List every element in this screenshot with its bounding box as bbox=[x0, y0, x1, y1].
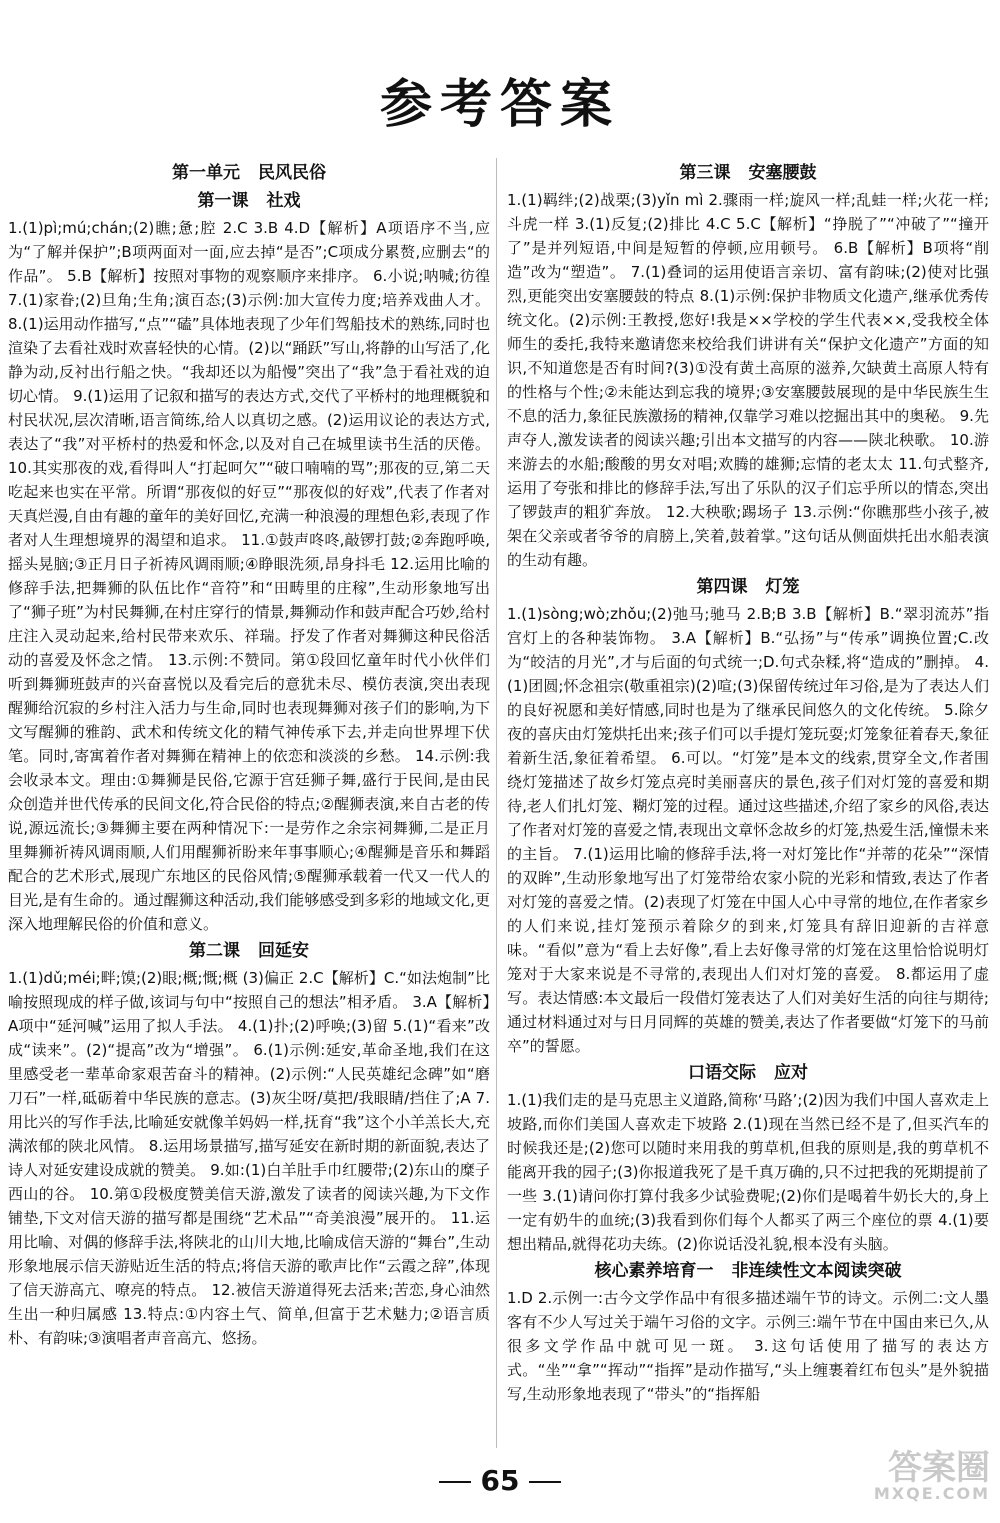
lesson1-answers: 1.(1)pì;mú;chán;(2)瞧;惫;腔 2.C 3.B 4.D【解析】A项语序不当,应为“了解并保护”;B项两面对一面,应去掉“是否”;C项成分累赘,应删去“的作品”。 5.B【解析】按照对事物的观察顺序来排序。 6.小说;呐喊;彷徨 7.(1)家眷;(2)旦角;生角;演百态;(3)示例:加大宣传力度;培养戏曲人才。 8.(1)运用动作描写,“点”“磕”具体地表现了少年们驾船技术的熟练,同时也渲染了去看社戏时欢喜轻快的心情。(2)以“踊跃”写山,将静的山写活了,化静为动,反衬出行船之快。“我却还以为船慢”突出了“我”急于看社戏的迫切心情。 9.(1)运用了记叙和描写的表达方式,交代了平桥村的地理概貌和村民状况,层次清晰,语言简练,给人以真切之感。(2)运用议论的表达方式,表达了“我”对平桥村的热爱和怀念,以及对自己在城里读书生活的厌倦。 10.其实那夜的戏,看得叫人“打起呵欠”“破口喃喃的骂”;那夜的豆,第二天吃起来也实在平常。所谓“那夜似的好豆”“那夜似的好戏”,代表了作者对天真烂漫,自由有趣的童年的美好回忆,充满一种浪漫的理想色彩,表现了作者对人生理想境界的渴望和追求。 11.①鼓声咚咚,敲锣打鼓;②奔跑呼唤,摇头晃脑;③正月日子祈祷风调雨顺;④睁眼洗须,昂身抖毛 12.运用比喻的修辞手法,把舞狮的队伍比作“音符”和“田畴里的庄稼”,生动形象地写出了“狮子班”为村民舞狮,在村庄穿行的情景,舞狮动作和鼓声配合巧妙,给村庄注入灵动起来,给村民带来欢乐、祥瑞。抒发了作者对舞狮这种民俗活动的喜爱及怀念之情。 13.示例:不赞同。第①段回忆童年时代小伙伴们听到舞狮班鼓声的兴奋喜悦以及看完后的意犹未尽、模仿表演,突出表现醒狮给沉寂的乡村注入活力与生命,同时也表现舞狮对孩子们的影响,为下文写醒狮的雅韵、武术和传统文化的精气神传承下去,并走向世界埋下伏笔。同时,寄寓着作者对舞狮在精神上的依恋和淡淡的乡愁。 14.示例:我会收录本文。理由:①舞狮是民俗,它源于宫廷狮子舞,盛行于民间,是由民众创造并世代传承的民间文化,符合民俗的特点;②醒狮表演,来自古老的传说,源远流长;③舞狮主要在两种情况下:一是劳作之余宗祠舞狮,二是正月里舞狮祈祷风调雨顺,人们用醒狮祈盼来年事事顺心;④醒狮是音乐和舞蹈配合的艺术形式,展现广东地区的民俗风情;⑤醒狮承载着一代又一代人的目光,是有生命的。通过醒狮这种活动,我们能够感受到多彩的地域文化,更深入地理解民俗的价值和意义。 bbox=[8, 219, 490, 933]
watermark-main: 答案圈 bbox=[888, 1448, 990, 1488]
page-title: 参考答案 bbox=[379, 75, 620, 135]
right-column bbox=[507, 158, 989, 1406]
dash-left bbox=[439, 1481, 471, 1483]
watermark-logo bbox=[790, 1448, 990, 1511]
unit-title: 民风民俗 bbox=[257, 163, 326, 183]
core-title: 非连续性文本阅读突破 bbox=[731, 1261, 902, 1281]
lesson3-title: 安塞腰鼓 bbox=[748, 163, 817, 183]
lesson2-title: 回延安 bbox=[257, 941, 309, 961]
lesson3-heading bbox=[507, 160, 989, 186]
unit-label: 第一单元 bbox=[172, 163, 241, 183]
lesson3-answers: 1.(1)羁绊;(2)战栗;(3)yǐn mì 2.骤雨一样;旋风一样;乱蛙一样;火花一样;斗虎一样 3.(1)反复;(2)排比 4.C 5.C【解析】“挣脱了”“冲破了”“撞开了”是并列短语,中间是短暂的停顿,应用顿号。 6.B【解析】B项将“削造”改为“塑造”。 7.(1)叠词的运用使语言亲切、富有韵味;(2)使对比强烈,更能突出安塞腰鼓的特点 8.(1)示例:保护非物质文化遗产,继承优秀传统文化。(2)示例:王教授,您好!我是××学校的学生代表××,受我校全体师生的委托,我特来邀请您来校给我们讲讲有关“保护文化遗产”方面的知识,不知道您是否有时间?(3)①没有黄土高原的滋养,欠缺黄土高原人特有的性格与个性;②未能达到忘我的境界;③安塞腰鼓展现的是中华民族生生不息的活力,象征民族激扬的精神,仅靠学习难以挖掘出其中的奥秘。 9.先声夺人,激发读者的阅读兴趣;引出本文描写的内容——陕北秧歌。 10.游来游去的水船;酸酸的男女对唱;欢腾的雄狮;忘情的老太太 11.句式整齐,运用了夸张和排比的修辞手法,写出了乐队的汉子们忘乎所以的情态,突出了锣鼓声的粗犷奔放。 12.大秧歌;踢场子 13.示例:“你瞧那些小孩子,被架在父亲或者爷爷的肩膀上,笑着,鼓着掌。”这句话从侧面烘托出水船表演的生动有趣。 bbox=[507, 191, 989, 569]
core-answers: 1.D 2.示例一:古今文学作品中有很多描述端午节的诗文。示例二:文人墨客有不少人写过关于端午习俗的文字。示例三:端午节在中国由来已久,从很多文学作品中就可见一斑。 3.这句话使用了描写的表达方式。“坐”“拿”“挥动”“指挥”是动作描写,“头上缠裹着红布包头”是外貌描写,生动形象地表现了“带头”的“指挥船 bbox=[507, 1289, 989, 1403]
lesson2-label: 第二课 bbox=[189, 941, 241, 961]
left-column bbox=[8, 158, 490, 1350]
lesson1-heading bbox=[8, 188, 490, 214]
core-label: 核心素养培育一 bbox=[594, 1261, 714, 1281]
lesson1-label: 第一课 bbox=[197, 191, 249, 211]
lesson4-label: 第四课 bbox=[696, 577, 748, 597]
watermark-sub: MXQE.COM bbox=[873, 1484, 990, 1503]
column-divider bbox=[496, 158, 497, 1448]
oral-title: 应对 bbox=[773, 1063, 808, 1083]
lesson4-answers: 1.(1)sòng;wò;zhǒu;(2)弛马;驰马 2.B;B 3.B【解析】B.“翠羽流苏”指宫灯上的各种装饰物。 3.A【解析】B.“弘扬”与“传承”调换位置;C.改为“皎洁的月光”,才与后面的句式统一;D.句式杂糅,将“造成的”删掉。 4.(1)团圆;怀念祖宗(敬重祖宗)(2)喧;(3)保留传统过年习俗,是为了表达人们的良好祝愿和美好情感,同时也是为了继承民间悠久的文化传统。 5.除夕夜的喜庆由灯笼烘托出来;孩子们可以手提灯笼玩耍;灯笼象征着春天,象征着新生活,象征着希望。 6.可以。“灯笼”是本文的线索,贯穿全文,作者围绕灯笼描述了故乡灯笼点亮时美丽喜庆的景色,孩子们对灯笼的喜爱和期待,老人们扎灯笼、糊灯笼的过程。通过这些描述,介绍了家乡的风俗,表达了作者对灯笼的喜爱之情,表现出文章怀念故乡的灯笼,热爱生活,憧憬未来的主旨。 7.(1)运用比喻的修辞手法,将一对灯笼比作“并蒂的花朵”“深情的双眸”,生动形象地写出了灯笼带给农家小院的光彩和情致,表达了作者对灯笼的喜爱之情。(2)表现了灯笼在中国人心中寻常的地位,在作者家乡的人们来说,挂灯笼预示着除夕的到来,灯笼具有辞旧迎新的吉祥意味。“看似”意为“看上去好像”,看上去好像寻常的灯笼在这里恰恰说明灯笼对于大家来说是不寻常的,表现出人们对灯笼的喜爱。 8.都运用了虚写。表达情感:本文最后一段借灯笼表达了人们对美好生活的向往与期待;通过材料通过对与日月同辉的英雄的赞美,表达了作者要做“灯笼下的马前卒”的誓愿。 bbox=[507, 605, 989, 1055]
oral-answers: 1.(1)我们走的是马克思主义道路,简称‘马路’;(2)因为我们中国人喜欢走上坡路,而你们美国人喜欢走下坡路 2.(1)现在当然已经不是了,但买汽车的时候我还是;(2)您可以随时来用我的剪草机,但我的原则是,我的剪草机不能离开我的园子;(3)你报道我死了是千真万确的,只不过把我的死期提前了一些 3.(1)请问你打算付我多少试验费呢;(2)你们是喝着牛奶长大的,身上一定有奶牛的血统;(3)我看到你们每个人都买了两三个座位的票 4.(1)要想出精品,就得花功夫练。(2)你说话没礼貌,根本没有头脑。 bbox=[507, 1091, 989, 1253]
lesson2-answers: 1.(1)dǔ;méi;畔;馍;(2)眼;概;慨;概 (3)偏正 2.C【解析】C.“如法炮制”比喻按照现成的样子做,该词与句中“按照自己的想法”相矛盾。 3.A【解析】A项中“延河喊”运用了拟人手法。 4.(1)扑;(2)呼唤;(3)留 5.(1)“看来”改成“读来”。(2)“提高”改为“增强”。 6.(1)示例:延安,革命圣地,我们在这里感受老一辈革命家艰苦奋斗的精神。(2)示例:“人民英雄纪念碑”如“磨刀石”一样,砥砺着中华民族的意志。(3)灰尘呀/莫把/我眼睛/挡住了;A 7.用比兴的写作手法,比喻延安就像羊妈妈一样,抚育“我”这个小羊羔长大,充满浓郁的陕北风情。 8.运用场景描写,描写延安在新时期的新面貌,表达了诗人对延安建设成就的赞美。 9.如:(1)白羊肚手巾红腰带;(2)东山的糜子西山的谷。 10.第①段极度赞美信天游,激发了读者的阅读兴趣,为下文作铺垫,下文对信天游的描写都是围绕“艺术品”“奇美浪漫”展开的。 11.运用比喻、对偶的修辞手法,将陕北的山川大地,比喻成信天游的“舞台”,生动形象地展示信天游贴近生活的特点;将信天游的歌声比作“云霞之辞”,体现了信天游高亢、嘹亮的特点。 12.被信天游道得死去活来;苦恋,身心油然生出一种归属感 13.特点:①内容土气、简单,但富于艺术魅力;②语言质朴、有韵味;③演唱者声音高亢、悠扬。 bbox=[8, 969, 490, 1347]
lesson4-heading bbox=[507, 574, 989, 600]
lesson2-heading bbox=[8, 938, 490, 964]
oral-heading bbox=[507, 1060, 989, 1086]
lesson1-title: 社戏 bbox=[266, 191, 301, 211]
page-number-text: 65 bbox=[480, 1464, 520, 1497]
core-heading bbox=[507, 1258, 989, 1284]
lesson4-title: 灯笼 bbox=[765, 577, 800, 597]
dash-right bbox=[529, 1481, 561, 1483]
unit-heading bbox=[8, 160, 490, 186]
lesson3-label: 第三课 bbox=[679, 163, 731, 183]
oral-label: 口语交际 bbox=[688, 1063, 757, 1083]
